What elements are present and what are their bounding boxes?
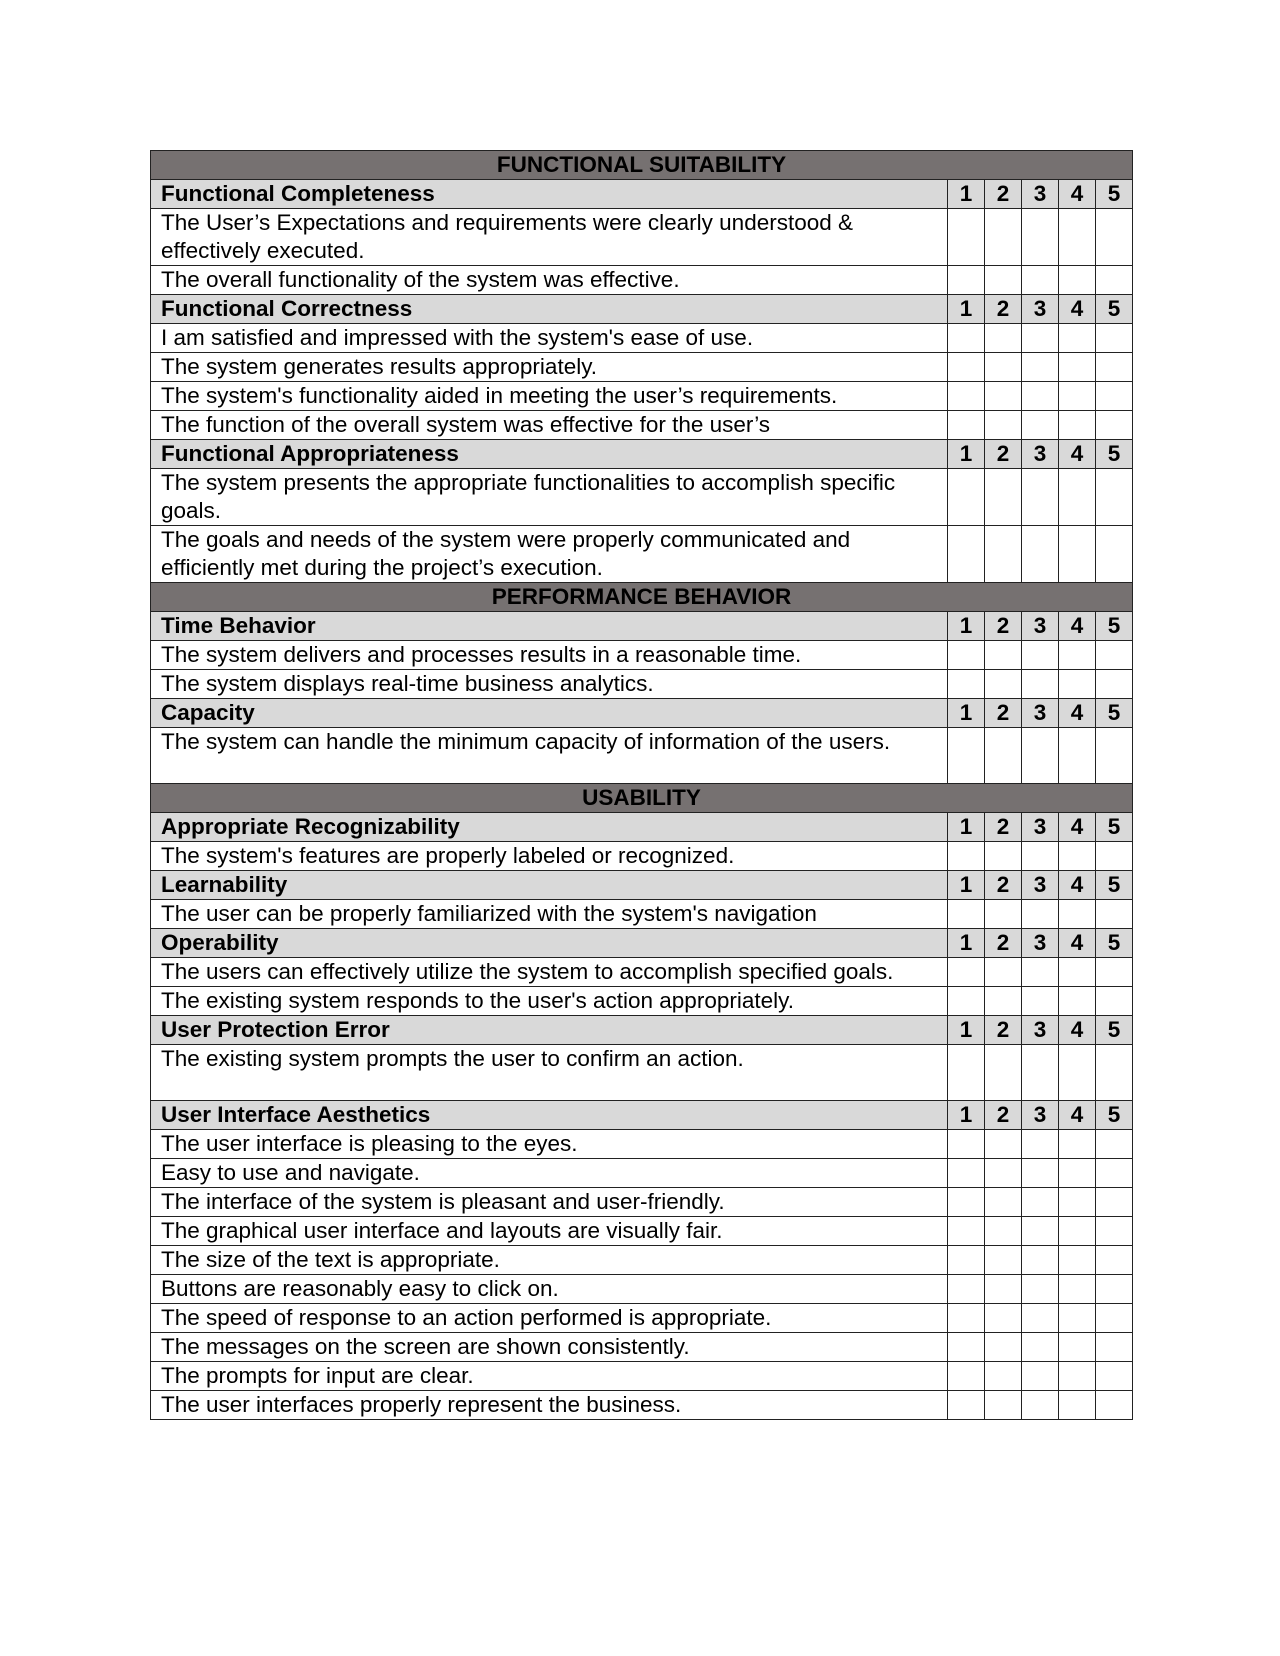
rating-scale-header: 3 xyxy=(1022,699,1059,728)
statement-text: The size of the text is appropriate. xyxy=(151,1246,948,1275)
rating-scale-header: 3 xyxy=(1022,440,1059,469)
statement-row xyxy=(151,842,1133,871)
rating-cell-4[interactable] xyxy=(1059,987,1096,1016)
rating-cell-2[interactable] xyxy=(985,1391,1022,1420)
rating-cell-3[interactable] xyxy=(1022,526,1059,583)
rating-cell-5[interactable] xyxy=(1096,353,1133,382)
rating-scale-header: 4 xyxy=(1059,1101,1096,1130)
rating-cell-4[interactable] xyxy=(1059,1130,1096,1159)
rating-scale-header: 2 xyxy=(985,929,1022,958)
rating-cell-4[interactable] xyxy=(1059,842,1096,871)
subsection-title: Capacity xyxy=(151,699,948,728)
rating-cell-5[interactable] xyxy=(1096,266,1133,295)
rating-scale-header: 5 xyxy=(1096,699,1133,728)
subsection-header-row xyxy=(151,871,1133,900)
rating-scale-header: 3 xyxy=(1022,180,1059,209)
rating-cell-1[interactable] xyxy=(948,987,985,1016)
statement-text: The existing system prompts the user to confirm an action. xyxy=(151,1045,948,1101)
rating-scale-header: 5 xyxy=(1096,871,1133,900)
rating-cell-1[interactable] xyxy=(948,1246,985,1275)
statement-text: The goals and needs of the system were properly communicated and efficiently met during the project’s execution. xyxy=(151,526,948,583)
rating-cell-5[interactable] xyxy=(1096,1362,1133,1391)
rating-cell-5[interactable] xyxy=(1096,1217,1133,1246)
rating-scale-header: 1 xyxy=(948,440,985,469)
rating-cell-4[interactable] xyxy=(1059,353,1096,382)
rating-cell-2[interactable] xyxy=(985,1159,1022,1188)
rating-cell-4[interactable] xyxy=(1059,1391,1096,1420)
rating-cell-3[interactable] xyxy=(1022,266,1059,295)
rating-cell-1[interactable] xyxy=(948,1045,985,1101)
rating-cell-3[interactable] xyxy=(1022,1045,1059,1101)
rating-scale-header: 1 xyxy=(948,699,985,728)
rating-cell-3[interactable] xyxy=(1022,324,1059,353)
rating-cell-3[interactable] xyxy=(1022,1217,1059,1246)
rating-cell-4[interactable] xyxy=(1059,1159,1096,1188)
rating-cell-3[interactable] xyxy=(1022,469,1059,526)
rating-cell-5[interactable] xyxy=(1096,728,1133,784)
rating-cell-4[interactable] xyxy=(1059,266,1096,295)
rating-cell-2[interactable] xyxy=(985,641,1022,670)
rating-cell-4[interactable] xyxy=(1059,670,1096,699)
rating-cell-5[interactable] xyxy=(1096,1246,1133,1275)
rating-cell-2[interactable] xyxy=(985,670,1022,699)
statement-row xyxy=(151,469,1133,526)
rating-cell-5[interactable] xyxy=(1096,1391,1133,1420)
rating-cell-2[interactable] xyxy=(985,1045,1022,1101)
statement-text: Easy to use and navigate. xyxy=(151,1159,948,1188)
rating-cell-2[interactable] xyxy=(985,1217,1022,1246)
subsection-title: Time Behavior xyxy=(151,612,948,641)
rating-cell-1[interactable] xyxy=(948,641,985,670)
rating-cell-1[interactable] xyxy=(948,324,985,353)
statement-text: The interface of the system is pleasant and user-friendly. xyxy=(151,1188,948,1217)
rating-cell-2[interactable] xyxy=(985,526,1022,583)
subsection-header-row xyxy=(151,612,1133,641)
rating-scale-header: 5 xyxy=(1096,295,1133,324)
rating-scale-header: 5 xyxy=(1096,813,1133,842)
rating-cell-5[interactable] xyxy=(1096,958,1133,987)
rating-cell-3[interactable] xyxy=(1022,1304,1059,1333)
rating-cell-3[interactable] xyxy=(1022,958,1059,987)
statement-row xyxy=(151,1217,1133,1246)
rating-cell-3[interactable] xyxy=(1022,1246,1059,1275)
rating-scale-header: 4 xyxy=(1059,1016,1096,1045)
rating-cell-2[interactable] xyxy=(985,1246,1022,1275)
rating-cell-3[interactable] xyxy=(1022,1188,1059,1217)
rating-cell-3[interactable] xyxy=(1022,209,1059,266)
rating-cell-5[interactable] xyxy=(1096,900,1133,929)
rating-scale-header: 1 xyxy=(948,612,985,641)
statement-text: The User’s Expectations and requirements were clearly understood & effectively executed. xyxy=(151,209,948,266)
rating-cell-2[interactable] xyxy=(985,842,1022,871)
statement-row xyxy=(151,266,1133,295)
rating-cell-2[interactable] xyxy=(985,987,1022,1016)
rating-scale-header: 3 xyxy=(1022,295,1059,324)
rating-cell-4[interactable] xyxy=(1059,1217,1096,1246)
statement-text: The system's functionality aided in meeting the user’s requirements. xyxy=(151,382,948,411)
rating-cell-1[interactable] xyxy=(948,670,985,699)
statement-text: The user can be properly familiarized with the system's navigation xyxy=(151,900,948,929)
subsection-title: Functional Completeness xyxy=(151,180,948,209)
rating-cell-1[interactable] xyxy=(948,469,985,526)
statement-row xyxy=(151,1333,1133,1362)
section-header-row xyxy=(151,784,1133,813)
rating-cell-2[interactable] xyxy=(985,1275,1022,1304)
statement-text: The user interfaces properly represent the business. xyxy=(151,1391,948,1420)
rating-cell-3[interactable] xyxy=(1022,1159,1059,1188)
subsection-title: Functional Correctness xyxy=(151,295,948,324)
statement-row xyxy=(151,353,1133,382)
rating-cell-4[interactable] xyxy=(1059,900,1096,929)
rating-scale-header: 2 xyxy=(985,1101,1022,1130)
rating-cell-1[interactable] xyxy=(948,382,985,411)
statement-row xyxy=(151,1188,1133,1217)
subsection-header-row xyxy=(151,813,1133,842)
rating-cell-4[interactable] xyxy=(1059,641,1096,670)
rating-scale-header: 4 xyxy=(1059,612,1096,641)
statement-text: The overall functionality of the system was effective. xyxy=(151,266,948,295)
rating-cell-2[interactable] xyxy=(985,1188,1022,1217)
rating-cell-4[interactable] xyxy=(1059,1188,1096,1217)
rating-cell-1[interactable] xyxy=(948,1304,985,1333)
subsection-header-row xyxy=(151,1101,1133,1130)
rating-cell-4[interactable] xyxy=(1059,209,1096,266)
rating-cell-4[interactable] xyxy=(1059,526,1096,583)
rating-cell-2[interactable] xyxy=(985,958,1022,987)
statement-text: The prompts for input are clear. xyxy=(151,1362,948,1391)
rating-cell-2[interactable] xyxy=(985,728,1022,784)
rating-scale-header: 3 xyxy=(1022,612,1059,641)
section-title: FUNCTIONAL SUITABILITY xyxy=(151,151,1133,180)
rating-cell-3[interactable] xyxy=(1022,641,1059,670)
rating-cell-2[interactable] xyxy=(985,469,1022,526)
rating-scale-header: 3 xyxy=(1022,1101,1059,1130)
statement-row xyxy=(151,382,1133,411)
rating-cell-5[interactable] xyxy=(1096,411,1133,440)
rating-scale-header: 5 xyxy=(1096,612,1133,641)
rating-cell-4[interactable] xyxy=(1059,382,1096,411)
rating-cell-4[interactable] xyxy=(1059,958,1096,987)
subsection-title: Learnability xyxy=(151,871,948,900)
rating-cell-1[interactable] xyxy=(948,1217,985,1246)
statement-row xyxy=(151,324,1133,353)
statement-text: Buttons are reasonably easy to click on. xyxy=(151,1275,948,1304)
rating-scale-header: 5 xyxy=(1096,1101,1133,1130)
statement-text: The system displays real-time business analytics. xyxy=(151,670,948,699)
rating-scale-header: 1 xyxy=(948,929,985,958)
rating-scale-header: 4 xyxy=(1059,699,1096,728)
statement-row xyxy=(151,526,1133,583)
statement-row xyxy=(151,987,1133,1016)
rating-scale-header: 5 xyxy=(1096,929,1133,958)
rating-scale-header: 1 xyxy=(948,180,985,209)
rating-cell-5[interactable] xyxy=(1096,382,1133,411)
rating-cell-3[interactable] xyxy=(1022,411,1059,440)
subsection-header-row xyxy=(151,295,1133,324)
statement-text: The system generates results appropriately. xyxy=(151,353,948,382)
rating-scale-header: 1 xyxy=(948,813,985,842)
rating-cell-3[interactable] xyxy=(1022,900,1059,929)
rating-scale-header: 4 xyxy=(1059,929,1096,958)
rating-cell-5[interactable] xyxy=(1096,670,1133,699)
subsection-header-row xyxy=(151,929,1133,958)
rating-cell-2[interactable] xyxy=(985,353,1022,382)
subsection-header-row xyxy=(151,180,1133,209)
rating-scale-header: 2 xyxy=(985,813,1022,842)
rating-cell-1[interactable] xyxy=(948,353,985,382)
rating-scale-header: 2 xyxy=(985,440,1022,469)
rating-cell-3[interactable] xyxy=(1022,1333,1059,1362)
statement-text: The graphical user interface and layouts are visually fair. xyxy=(151,1217,948,1246)
rating-cell-3[interactable] xyxy=(1022,842,1059,871)
rating-cell-1[interactable] xyxy=(948,1130,985,1159)
rating-cell-2[interactable] xyxy=(985,1333,1022,1362)
rating-cell-5[interactable] xyxy=(1096,469,1133,526)
rating-cell-1[interactable] xyxy=(948,728,985,784)
rating-cell-2[interactable] xyxy=(985,1304,1022,1333)
rating-cell-3[interactable] xyxy=(1022,1275,1059,1304)
rating-cell-3[interactable] xyxy=(1022,382,1059,411)
rating-cell-4[interactable] xyxy=(1059,1333,1096,1362)
statement-text: The system presents the appropriate functionalities to accomplish specific goals. xyxy=(151,469,948,526)
rating-cell-4[interactable] xyxy=(1059,324,1096,353)
rating-cell-5[interactable] xyxy=(1096,842,1133,871)
rating-cell-3[interactable] xyxy=(1022,1130,1059,1159)
rating-cell-3[interactable] xyxy=(1022,987,1059,1016)
rating-cell-1[interactable] xyxy=(948,842,985,871)
rating-scale-header: 5 xyxy=(1096,180,1133,209)
subsection-header-row xyxy=(151,440,1133,469)
rating-scale-header: 1 xyxy=(948,1101,985,1130)
rating-cell-3[interactable] xyxy=(1022,1362,1059,1391)
statement-text: I am satisfied and impressed with the system's ease of use. xyxy=(151,324,948,353)
rating-cell-3[interactable] xyxy=(1022,353,1059,382)
evaluation-table-body xyxy=(151,151,1133,1420)
rating-cell-4[interactable] xyxy=(1059,1246,1096,1275)
rating-cell-2[interactable] xyxy=(985,1362,1022,1391)
statement-row xyxy=(151,1246,1133,1275)
section-header-row xyxy=(151,151,1133,180)
statement-row xyxy=(151,1130,1133,1159)
subsection-title: User Interface Aesthetics xyxy=(151,1101,948,1130)
rating-scale-header: 4 xyxy=(1059,295,1096,324)
statement-row xyxy=(151,1304,1133,1333)
rating-cell-2[interactable] xyxy=(985,900,1022,929)
rating-cell-5[interactable] xyxy=(1096,1188,1133,1217)
rating-cell-4[interactable] xyxy=(1059,728,1096,784)
rating-scale-header: 3 xyxy=(1022,813,1059,842)
rating-cell-1[interactable] xyxy=(948,900,985,929)
statement-text: The system's features are properly labeled or recognized. xyxy=(151,842,948,871)
rating-scale-header: 5 xyxy=(1096,1016,1133,1045)
statement-text: The messages on the screen are shown consistently. xyxy=(151,1333,948,1362)
section-title: PERFORMANCE BEHAVIOR xyxy=(151,583,1133,612)
rating-cell-3[interactable] xyxy=(1022,728,1059,784)
rating-scale-header: 2 xyxy=(985,871,1022,900)
rating-cell-2[interactable] xyxy=(985,324,1022,353)
rating-cell-1[interactable] xyxy=(948,1188,985,1217)
rating-scale-header: 4 xyxy=(1059,180,1096,209)
statement-text: The users can effectively utilize the system to accomplish specified goals. xyxy=(151,958,948,987)
statement-row xyxy=(151,900,1133,929)
statement-text: The speed of response to an action performed is appropriate. xyxy=(151,1304,948,1333)
rating-scale-header: 2 xyxy=(985,612,1022,641)
rating-cell-2[interactable] xyxy=(985,1130,1022,1159)
statement-row xyxy=(151,1362,1133,1391)
rating-cell-1[interactable] xyxy=(948,266,985,295)
statement-row xyxy=(151,1391,1133,1420)
statement-row xyxy=(151,1159,1133,1188)
rating-cell-1[interactable] xyxy=(948,1275,985,1304)
rating-scale-header: 2 xyxy=(985,699,1022,728)
rating-scale-header: 1 xyxy=(948,871,985,900)
statement-text: The function of the overall system was effective for the user’s xyxy=(151,411,948,440)
rating-cell-1[interactable] xyxy=(948,1333,985,1362)
rating-scale-header: 1 xyxy=(948,1016,985,1045)
rating-cell-5[interactable] xyxy=(1096,641,1133,670)
rating-cell-4[interactable] xyxy=(1059,469,1096,526)
rating-cell-5[interactable] xyxy=(1096,209,1133,266)
rating-cell-2[interactable] xyxy=(985,209,1022,266)
rating-cell-5[interactable] xyxy=(1096,526,1133,583)
rating-cell-1[interactable] xyxy=(948,1159,985,1188)
rating-scale-header: 3 xyxy=(1022,929,1059,958)
rating-cell-4[interactable] xyxy=(1059,1362,1096,1391)
rating-cell-5[interactable] xyxy=(1096,1275,1133,1304)
rating-cell-3[interactable] xyxy=(1022,670,1059,699)
rating-cell-2[interactable] xyxy=(985,411,1022,440)
rating-cell-4[interactable] xyxy=(1059,1304,1096,1333)
rating-cell-1[interactable] xyxy=(948,1391,985,1420)
statement-text: The existing system responds to the user's action appropriately. xyxy=(151,987,948,1016)
rating-cell-5[interactable] xyxy=(1096,1045,1133,1101)
statement-row xyxy=(151,209,1133,266)
rating-cell-5[interactable] xyxy=(1096,1333,1133,1362)
section-title: USABILITY xyxy=(151,784,1133,813)
rating-scale-header: 2 xyxy=(985,295,1022,324)
rating-cell-5[interactable] xyxy=(1096,987,1133,1016)
rating-cell-5[interactable] xyxy=(1096,1159,1133,1188)
subsection-title: Operability xyxy=(151,929,948,958)
statement-row xyxy=(151,1275,1133,1304)
rating-cell-4[interactable] xyxy=(1059,411,1096,440)
rating-cell-4[interactable] xyxy=(1059,1045,1096,1101)
subsection-header-row xyxy=(151,699,1133,728)
rating-cell-5[interactable] xyxy=(1096,1304,1133,1333)
rating-cell-2[interactable] xyxy=(985,266,1022,295)
rating-scale-header: 5 xyxy=(1096,440,1133,469)
statement-text: The system delivers and processes results in a reasonable time. xyxy=(151,641,948,670)
statement-row xyxy=(151,670,1133,699)
rating-cell-1[interactable] xyxy=(948,411,985,440)
subsection-title: Appropriate Recognizability xyxy=(151,813,948,842)
rating-scale-header: 3 xyxy=(1022,871,1059,900)
evaluation-table xyxy=(150,150,1133,1420)
statement-row xyxy=(151,1045,1133,1101)
rating-scale-header: 1 xyxy=(948,295,985,324)
rating-cell-1[interactable] xyxy=(948,1362,985,1391)
subsection-header-row xyxy=(151,1016,1133,1045)
section-header-row xyxy=(151,583,1133,612)
rating-scale-header: 4 xyxy=(1059,440,1096,469)
rating-cell-3[interactable] xyxy=(1022,1391,1059,1420)
statement-row xyxy=(151,411,1133,440)
rating-cell-4[interactable] xyxy=(1059,1275,1096,1304)
statement-row xyxy=(151,641,1133,670)
subsection-title: User Protection Error xyxy=(151,1016,948,1045)
rating-scale-header: 4 xyxy=(1059,813,1096,842)
statement-text: The user interface is pleasing to the eyes. xyxy=(151,1130,948,1159)
rating-scale-header: 4 xyxy=(1059,871,1096,900)
statement-row xyxy=(151,728,1133,784)
rating-cell-1[interactable] xyxy=(948,958,985,987)
rating-scale-header: 2 xyxy=(985,180,1022,209)
rating-cell-1[interactable] xyxy=(948,526,985,583)
rating-cell-5[interactable] xyxy=(1096,1130,1133,1159)
statement-text: The system can handle the minimum capacity of information of the users. xyxy=(151,728,948,784)
statement-row xyxy=(151,958,1133,987)
rating-scale-header: 3 xyxy=(1022,1016,1059,1045)
subsection-title: Functional Appropriateness xyxy=(151,440,948,469)
rating-cell-5[interactable] xyxy=(1096,324,1133,353)
rating-cell-2[interactable] xyxy=(985,382,1022,411)
rating-scale-header: 2 xyxy=(985,1016,1022,1045)
rating-cell-1[interactable] xyxy=(948,209,985,266)
